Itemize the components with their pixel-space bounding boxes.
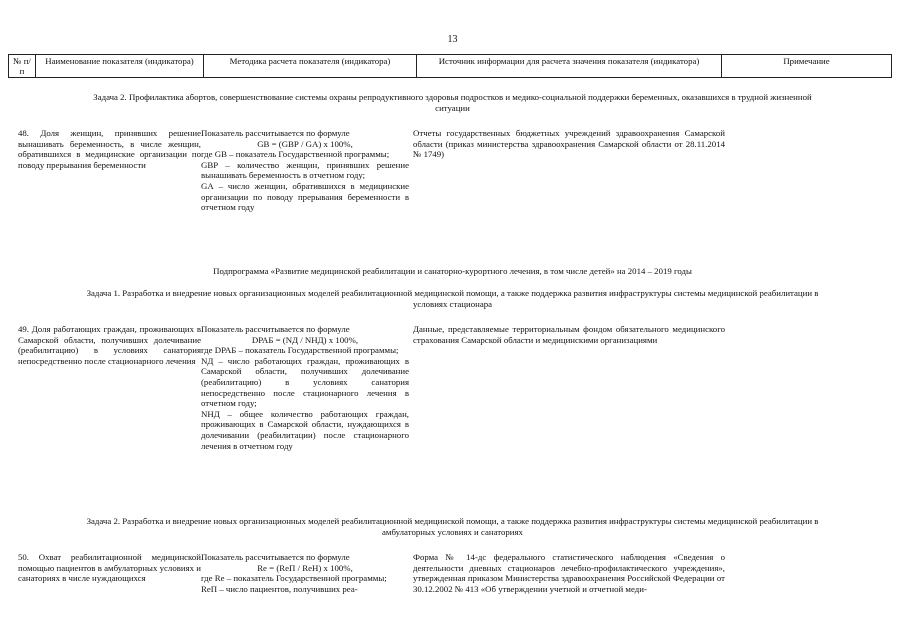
- task-heading-rehab-outpatient: Задача 2. Разработка и внедрение новых организационных моделей реабилитационной медицинской помощи, а также поддержка развития инфраструктуры системы медицинской реабилитации в амбулаторных условиях и санаториях: [86, 516, 819, 537]
- page-number: 13: [447, 34, 458, 45]
- header-col-name: Наименование показателя (индикатора): [36, 55, 204, 78]
- task-heading-abortion: Задача 2. Профилактика абортов, совершенствование системы охраны репродуктивного здоровья подростков и медико-социальной поддержки беременных, оказавшихся в трудной жизненной ситуации: [93, 92, 812, 113]
- subprogram-heading: Подпрограмма «Развитие медицинской реабилитации и санаторно-курортного лечения, в том числе детей» на 2014 – 2019 годы: [213, 266, 692, 276]
- row49-source: Данные, представляемые территориальным фондом обязательного медицинского страхования Самарской области и медицинскими организациями: [413, 324, 725, 345]
- row50-method: [201, 552, 409, 594]
- task-heading-rehab-hospital: Задача 1. Разработка и внедрение новых организационных моделей реабилитационной медицинской помощи, а также поддержка развития инфраструктуры системы медицинской реабилитации в условиях стационара: [86, 288, 819, 309]
- row48-method: [201, 128, 409, 213]
- row50-source: Форма № 14-дс федерального статистического наблюдения «Сведения о деятельности дневных стационаров лечебно-профилактического учреждения», утвержденная приказом Министерства здравоохранения Российской Федерации от 30.12.2002 № 413 «Об утверждении учетной и отчетной меди-: [413, 552, 725, 594]
- row49-method-intro: Показатель рассчитывается по формуле: [201, 324, 350, 334]
- row49-method-line: NНД – общее количество работающих граждан, проживающих в Самарской области, нуждающихся в долечивании (реабилитации) после стационарного лечения в отчетном году: [201, 408, 409, 451]
- row48-method-line: где GВ – показатель Государственной программы;: [201, 149, 390, 160]
- row49-method: [201, 324, 409, 451]
- row50-method-intro: Показатель рассчитывается по формуле: [201, 552, 350, 562]
- header-col-source: Источник информации для расчета значения показателя (индикатора): [417, 55, 722, 78]
- row48-method-intro: Показатель рассчитывается по формуле: [201, 128, 350, 138]
- row50-method-line: ReП – число пациентов, получивших реа-: [201, 583, 358, 594]
- header-col-method: Методика расчета показателя (индикатора): [204, 55, 417, 78]
- row50-method-line: где Re – показатель Государственной программы;: [201, 573, 387, 584]
- row50-name: 50. Охват реабилитационной медицинской помощью пациентов в амбулаторных условиях и санаториях в числе нуждающихся: [18, 552, 201, 584]
- row48-source: Отчеты государственных бюджетных учреждений здравоохранения Самарской области (приказ министерства здравоохранения Самарской области от 28.11.2014 № 1749): [413, 128, 725, 160]
- row48-method-line: GВР – количество женщин, принявших решение вынашивать беременность в отчетном году;: [201, 159, 409, 181]
- row49-method-line: NД – число работающих граждан, проживающих в Самарской области, получивших долечивание (реабилитацию) в условиях санатория непосредственно после стационарного лечения в отчетном году;: [201, 355, 409, 409]
- header-col-number: № п/п: [9, 55, 36, 78]
- row49-formula: DРАБ = (NД / NНД) x 100%,: [251, 334, 359, 345]
- row48-name: 48. Доля женщин, принявших решение вынашивать беременность, в числе женщин, обратившихся в медицинские организации по поводу прерывания беременности: [18, 128, 201, 170]
- row50-formula: Re = (ReП / ReН) x 100%,: [257, 562, 353, 573]
- header-col-note: Примечание: [722, 55, 892, 78]
- row48-formula: GВ = (GВР / GА) x 100%,: [257, 138, 353, 149]
- row49-method-line: где DРАБ – показатель Государственной программы;: [201, 345, 399, 356]
- indicator-table-header: [8, 54, 892, 78]
- row48-method-line: GА – число женщин, обратившихся в медицинские организации по поводу прерывания беременности в отчетном году: [201, 180, 409, 213]
- row49-name: 49. Доля работающих граждан, проживающих в Самарской области, получивших долечивание (реабилитацию) в условиях санатория непосредственно после стационарного лечения: [18, 324, 201, 366]
